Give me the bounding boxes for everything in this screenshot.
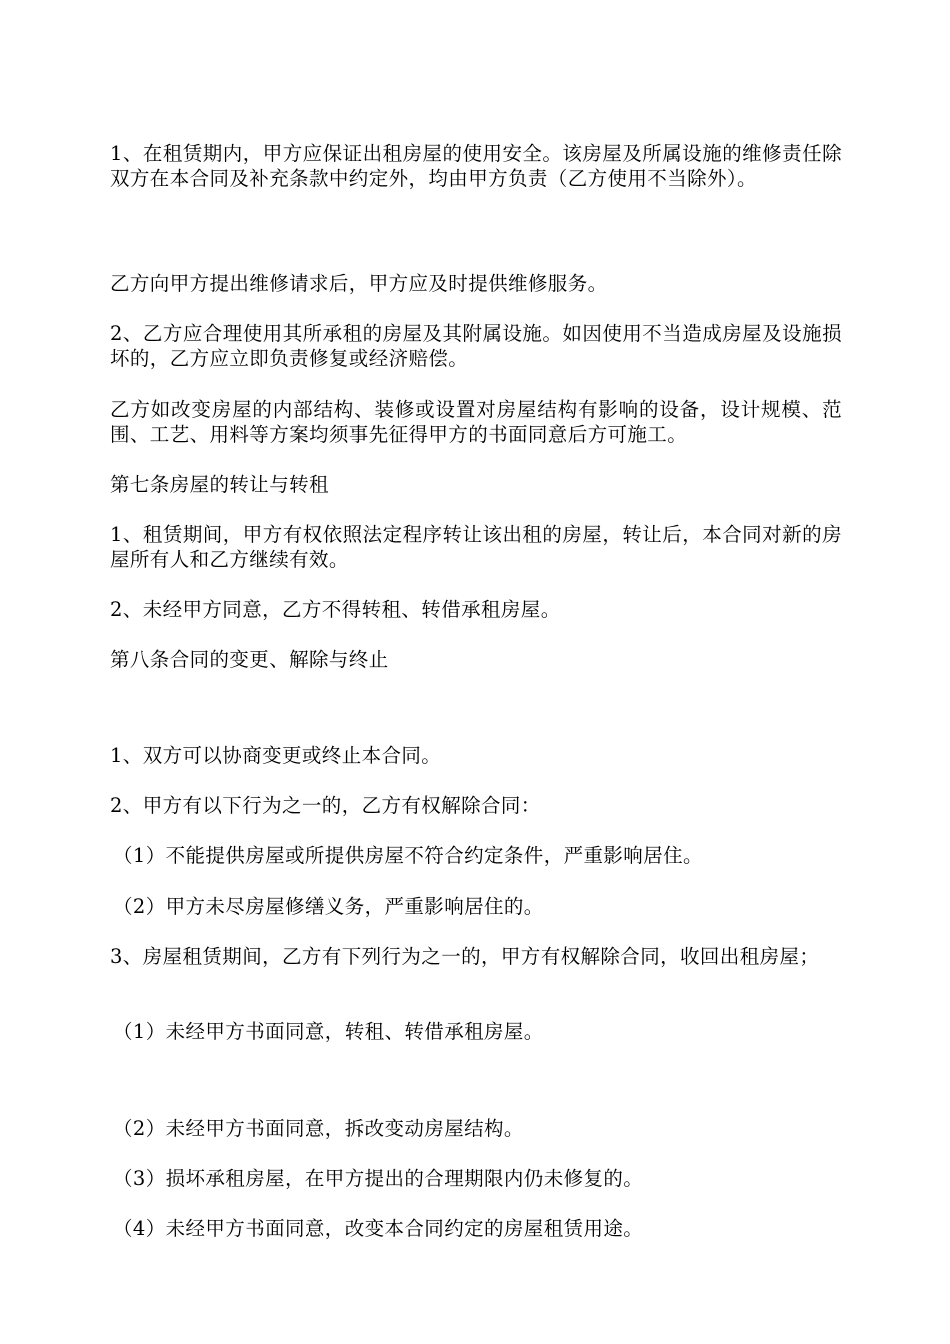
list-item-landlord-4: （4）未经甲方书面同意，改变本合同约定的房屋租赁用途。 <box>113 1217 644 1240</box>
paragraph-repair-request: 乙方向甲方提出维修请求后，甲方应及时提供维修服务。 <box>110 272 608 295</box>
section-heading-article-7: 第七条房屋的转让与转租 <box>110 473 329 496</box>
list-item-landlord-3: （3）损坏承租房屋，在甲方提出的合理期限内仍未修复的。 <box>113 1167 644 1190</box>
paragraph-maintenance-duty: 1、在租赁期内，甲方应保证出租房屋的使用安全。该房屋及所属设施的维修责任除双方在本合同及补充条款中约定外，均由甲方负责（乙方使用不当除外）。 <box>110 142 842 190</box>
paragraph-no-sublet: 2、未经甲方同意，乙方不得转租、转借承租房屋。 <box>110 598 561 621</box>
list-item-tenant-2: （2）甲方未尽房屋修缮义务，严重影响居住的。 <box>113 895 544 918</box>
paragraph-negotiate-change: 1、双方可以协商变更或终止本合同。 <box>110 744 442 767</box>
paragraph-tenant-termination-right: 2、甲方有以下行为之一的，乙方有权解除合同： <box>110 794 541 817</box>
paragraph-structure-change: 乙方如改变房屋的内部结构、装修或设置对房屋结构有影响的设备，设计规模、范围、工艺、用料等方案均须事先征得甲方的书面同意后方可施工。 <box>110 398 842 446</box>
list-item-landlord-2: （2）未经甲方书面同意，拆改变动房屋结构。 <box>113 1117 524 1140</box>
section-heading-article-8: 第八条合同的变更、解除与终止 <box>110 648 389 671</box>
paragraph-proper-use: 2、乙方应合理使用其所承租的房屋及其附属设施。如因使用不当造成房屋及设施损坏的，乙方应立即负责修复或经济赔偿。 <box>110 322 842 370</box>
list-item-landlord-1: （1）未经甲方书面同意，转租、转借承租房屋。 <box>113 1020 544 1043</box>
paragraph-transfer: 1、租赁期间，甲方有权依照法定程序转让该出租的房屋，转让后，本合同对新的房屋所有人和乙方继续有效。 <box>110 523 842 571</box>
paragraph-landlord-termination-right: 3、房屋租赁期间，乙方有下列行为之一的，甲方有权解除合同，收回出租房屋； <box>110 945 820 968</box>
list-item-tenant-1: （1）不能提供房屋或所提供房屋不符合约定条件，严重影响居住。 <box>113 844 703 867</box>
